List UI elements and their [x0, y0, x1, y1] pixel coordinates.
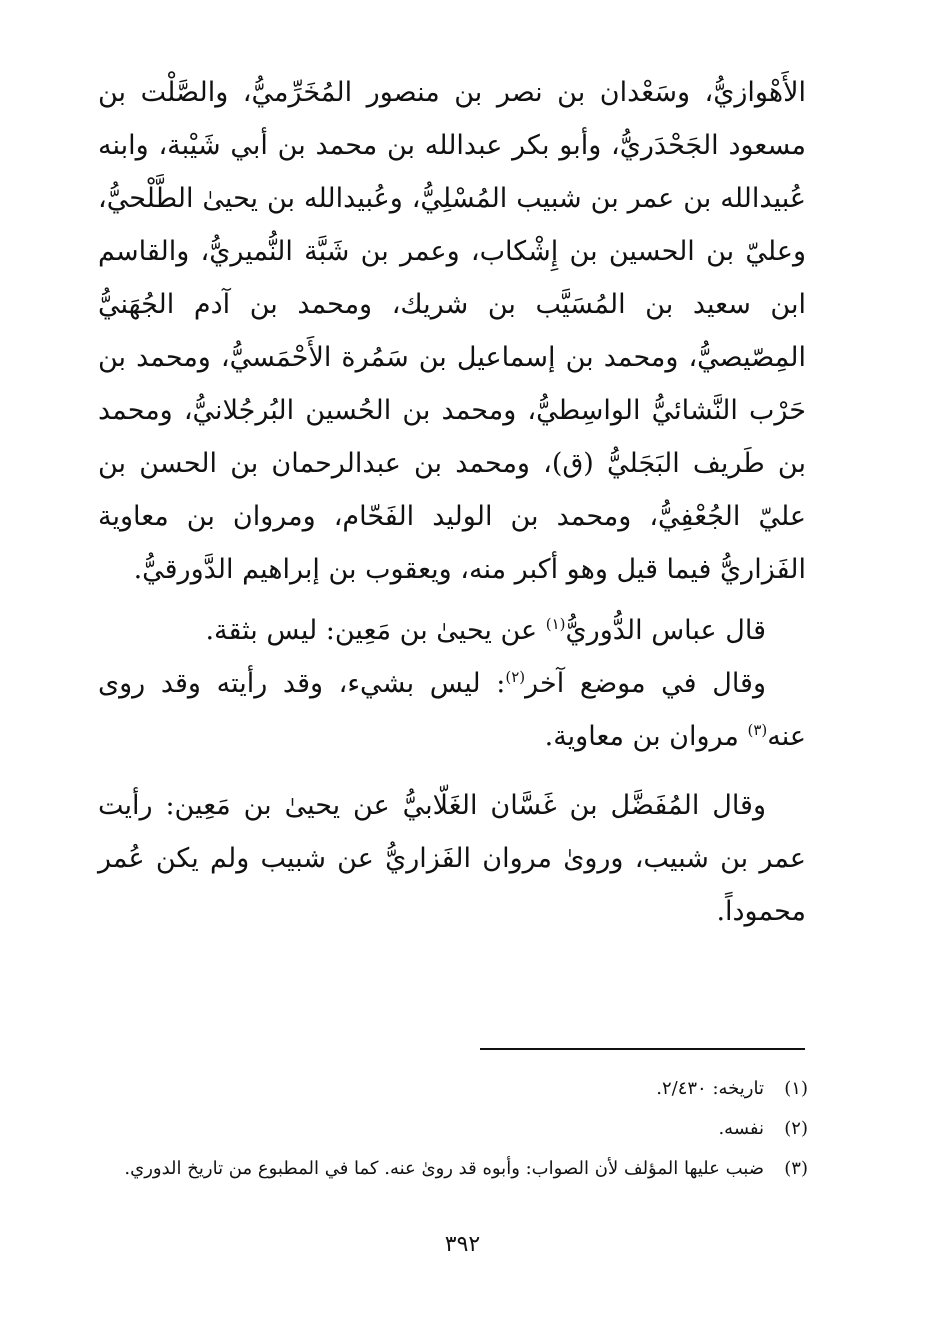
quote-other-rest: مروان بن معاوية.	[544, 721, 748, 752]
footnote-item	[100, 1152, 808, 1186]
footnote-item	[100, 1072, 808, 1106]
footnote-item	[100, 1112, 808, 1146]
quote-mufaddal-paragraph: وقال المُفَضَّل بن غَسَّان الغَلّابيُّ عن يحيىٰ بن مَعِين: رأيت عمر بن شبيب، وروىٰ مروان الفَزاريُّ عن شبيب ولم يكن عُمر محموداً.	[98, 790, 806, 927]
footnote-number: (٢)	[784, 1118, 808, 1139]
main-text	[98, 66, 806, 938]
footnote-number: (١)	[784, 1078, 808, 1099]
footnote-text: نفسه.	[718, 1118, 764, 1139]
footnote-ref-2[interactable]: (٢)	[505, 668, 526, 686]
narrators-paragraph: الأَهْوازيُّ، وسَعْدان بن نصر بن منصور المُخَرِّميُّ، والصَّلْت بن مسعود الجَحْدَريُّ، وأبو بكر عبدالله بن محمد بن أبي شَيْبة، وابنه عُبيدالله بن عمر بن شبيب المُسْلِيُّ، وعُبيدالله بن يحيىٰ الطَّلْحيُّ، وعليّ بن الحسين بن إِشْكاب، وعمر بن شَبَّة النُّميريُّ، والقاسم ابن سعيد بن المُسَيَّب بن شريك، ومحمد بن آدم الجُهَنيُّ المِصّيصيُّ، ومحمد بن إسماعيل بن سَمُرة الأَحْمَسيُّ، ومحمد بن حَرْب النَّشائيُّ الواسِطيُّ، ومحمد بن الحُسين البُرجُلانيُّ، ومحمد بن طَريف البَجَليُّ (ق)، ومحمد بن عبدالرحمان بن الحسن بن عليّ الجُعْفِيُّ، ومحمد بن الوليد الفَحّام، ومروان بن معاوية الفَزاريُّ فيما قيل وهو أكبر منه، ويعقوب بن إبراهيم الدَّورقيُّ.	[98, 77, 806, 585]
quote-other-text: وقال في موضع آخر	[525, 668, 766, 699]
quote-other-place-paragraph	[98, 657, 806, 763]
footnote-ref-1[interactable]: (١)	[545, 615, 566, 633]
quote-other-middle: : ليس بشيء، وقد رأيته وقد روى عنه	[98, 668, 806, 752]
footnote-divider	[480, 1048, 805, 1050]
footnote-number: (٣)	[784, 1158, 808, 1179]
footnote-text: تاريخه: ٢/٤٣٠.	[656, 1078, 764, 1099]
quote-duri-text: قال عباس الدُّوريُّ	[565, 615, 766, 646]
footnote-ref-3[interactable]: (٣)	[747, 721, 768, 739]
footnotes	[100, 1072, 808, 1192]
footnote-text: ضبب عليها المؤلف لأن الصواب: وأبوه قد روىٰ عنه. كما في المطبوع من تاريخ الدوري.	[124, 1158, 764, 1179]
quote-duri-rest: عن يحيىٰ بن مَعِين: ليس بثقة.	[205, 615, 546, 646]
page-number: ٣٩٢	[444, 1232, 481, 1257]
quote-duri-paragraph	[98, 604, 806, 657]
